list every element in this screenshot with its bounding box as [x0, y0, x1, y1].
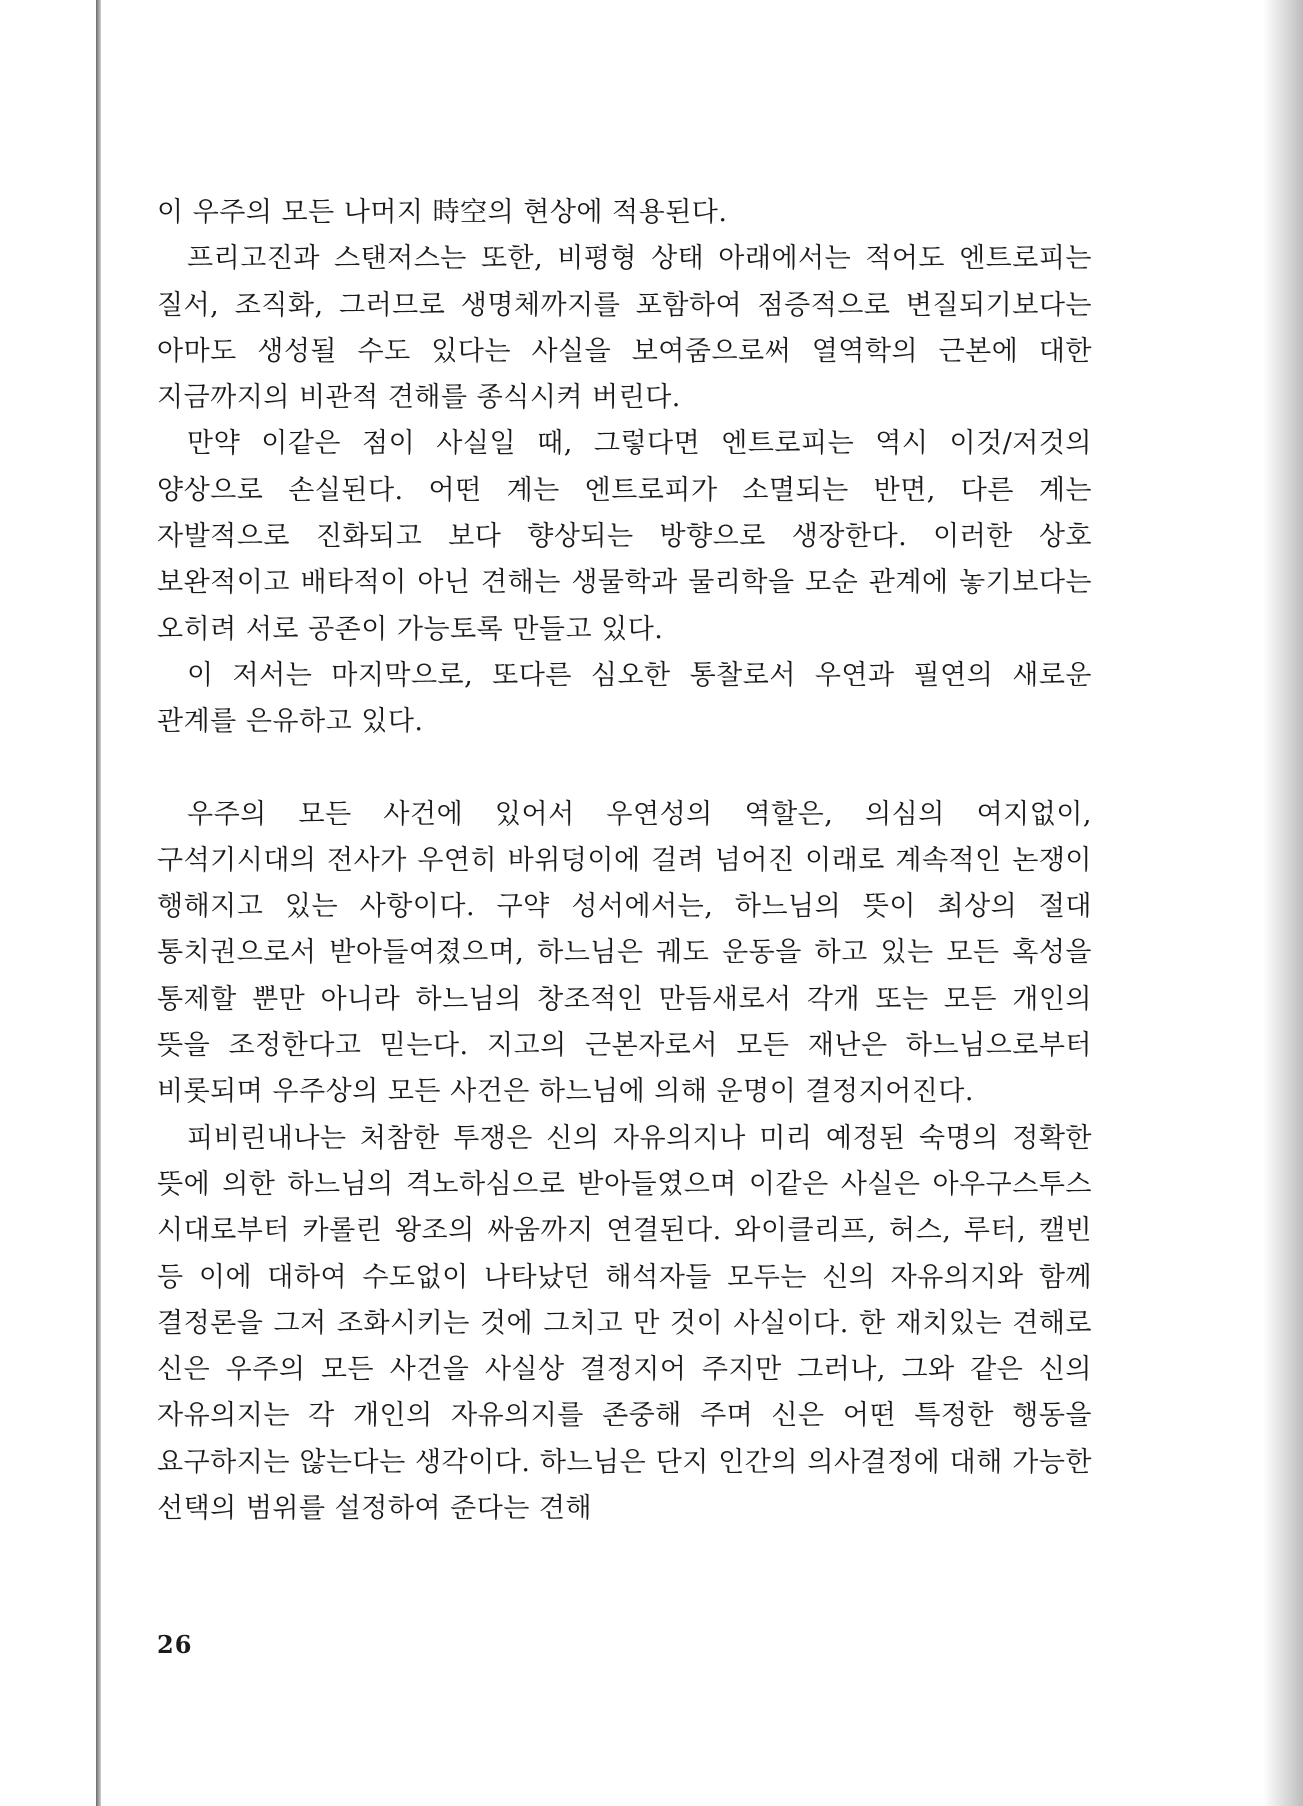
paragraph-free-will: 피비린내나는 처참한 투쟁은 신의 자유의지나 미리 예정된 숙명의 정확한 뜻에 의한 하느님의 격노하심으로 받아들였으며 이같은 사실은 아우구스투스 시대로부터 카롤린 왕조의 싸움까지 연결된다. 와이클리프, 허스, 루터, 캘빈 등 이에 대하여 수도없이 나타났던 해석자들 모두는 신의 자유의지와 함께 결정론을 그저 조화시키는 것에 그치고 만 것이 사실이다. 한 재치있는 견해로 신은 우주의 모든 사건을 사실상 결정지어 주지만 그러나, 그와 같은 신의 자유의지는 각 개인의 자유의지를 존중해 주며 신은 어떤 특정한 행동을 요구하지는 않는다는 생각이다. 하느님은 단지 인간의 의사결정에 대해 가능한 선택의 범위를 설정하여 준다는 견해	[157, 1122, 1092, 1525]
paragraph-prigogine: 프리고진과 스탠저스는 또한, 비평형 상태 아래에서는 적어도 엔트로피는 질서, 조직화, 그러므로 생명체까지를 포함하여 점증적으로 변질되기보다는 아마도 생성될 수도 있다는 사실을 보여줌으로써 열역학의 근본에 대한 지금까지의 비관적 견해를 종식시켜 버린다.	[157, 243, 1092, 414]
body-text	[157, 190, 1092, 1532]
paragraph-entropy: 만약 이같은 점이 사실일 때, 그렇다면 엔트로피는 역시 이것/저것의 양상으로 손실된다. 어떤 계는 엔트로피가 소멸되는 반면, 다른 계는 자발적으로 진화되고 보다 향상되는 방향으로 생장한다. 이러한 상호 보완적이고 배타적이 아닌 견해는 생물학과 물리학을 모순 관계에 놓기보다는 오히려 서로 공존이 가능토록 만들고 있다.	[157, 428, 1092, 645]
section-break	[157, 746, 1092, 792]
paragraph-continuation: 이 우주의 모든 나머지 時空의 현상에 적용된다.	[157, 197, 728, 228]
page-right-shadow	[1263, 0, 1303, 1806]
page-number: 26	[157, 1630, 193, 1659]
paragraph-metaphor: 이 저서는 마지막으로, 또다른 심오한 통찰로서 우연과 필연의 새로운 관계를 은유하고 있다.	[157, 659, 1092, 738]
paragraph-chance: 우주의 모든 사건에 있어서 우연성의 역할은, 의심의 여지없이, 구석기시대의 전사가 우연히 바위덩이에 걸려 넘어진 이래로 계속적인 논쟁이 행해지고 있는 사항이다. 구약 성서에서는, 하느님의 뜻이 최상의 절대 통치권으로서 받아들여졌으며, 하느님은 궤도 운동을 하고 있는 모든 혹성을 통제할 뿐만 아니라 하느님의 창조적인 만듬새로서 각개 또는 모든 개인의 뜻을 조정한다고 믿는다. 지고의 근본자로서 모든 재난은 하느님으로부터 비롯되며 우주상의 모든 사건은 하느님에 의해 운명이 결정지어진다.	[157, 798, 1092, 1108]
